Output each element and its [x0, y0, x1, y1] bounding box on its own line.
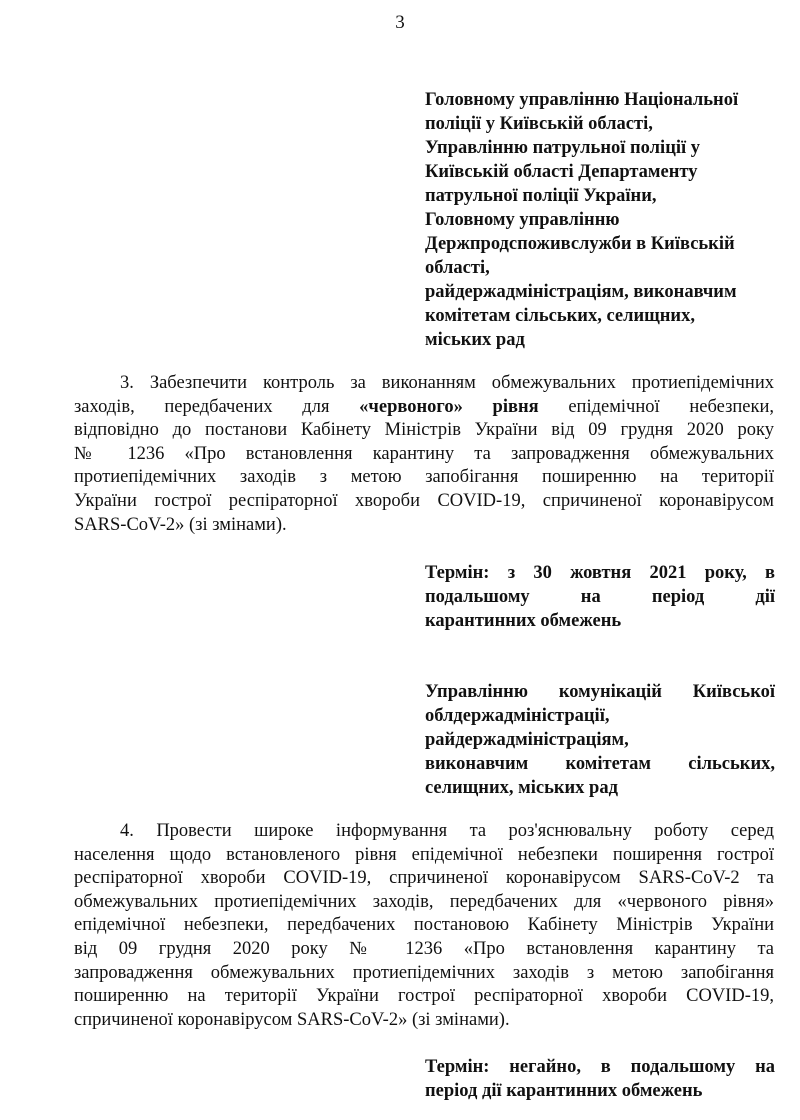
paragraph-line: України гострої респіраторної хвороби COVID-19, спричиненої коронавірусом: [74, 490, 774, 511]
term-line: період дії карантинних обмежень: [425, 1081, 703, 1101]
paragraph-line: 4. Провести широке інформування та роз'яснювальну роботу серед: [120, 821, 774, 841]
item-3-paragraph: [74, 372, 774, 537]
addressee-line: облдержадміністрації,: [425, 706, 610, 726]
paragraph-text: заходів, передбачених для: [74, 396, 360, 417]
paragraph-text: епідемічної небезпеки,: [538, 396, 775, 417]
addressee-line: райдержадміністраціям, виконавчим: [425, 282, 737, 302]
paragraph-line: відповідно до постанови Кабінету Міністрів України від 09 грудня 2020 року: [74, 420, 774, 441]
term-line: карантинних обмежень: [425, 611, 622, 631]
addressee-line: поліції у Київській області,: [425, 114, 653, 134]
addressees-block-1: [425, 88, 775, 352]
paragraph-line: [74, 396, 774, 420]
term-block-2: [425, 1055, 775, 1103]
addressee-line: міських рад: [425, 330, 525, 350]
addressee-line: райдержадміністраціям,: [425, 730, 629, 750]
term-line: Термін: негайно, в подальшому на: [425, 1057, 775, 1077]
addressee-line: Управлінню комунікацій Київської: [425, 682, 775, 702]
paragraph-line: від 09 грудня 2020 року № 1236 «Про встановлення карантину та: [74, 938, 774, 959]
paragraph-line: SARS-CoV-2» (зі змінами).: [74, 514, 287, 535]
paragraph-line: № 1236 «Про встановлення карантину та запровадження обмежувальних: [74, 443, 774, 464]
term-line: подальшому на період дії: [425, 587, 775, 607]
addressee-line: області,: [425, 258, 490, 278]
addressee-line: Головному управлінню: [425, 210, 620, 230]
addressee-line: виконавчим комітетам сільських,: [425, 754, 775, 774]
page-number: 3: [395, 12, 405, 33]
paragraph-line: поширенню на території України гострої респіраторної хвороби COVID-19,: [74, 986, 774, 1007]
term-line: Термін: з 30 жовтня 2021 року, в: [425, 563, 775, 583]
addressee-line: Головному управлінню Національної: [425, 90, 739, 110]
paragraph-line: населення щодо встановленого рівня епідемічної небезпеки поширення гострої: [74, 844, 774, 865]
addressee-line: патрульної поліції України,: [425, 186, 657, 206]
addressee-line: Держпродспоживслужби в Київській: [425, 234, 735, 254]
paragraph-line: запровадження обмежувальних протиепідемічних заходів з метою запобігання: [74, 962, 774, 983]
addressees-block-2: [425, 680, 775, 800]
paragraph-line: обмежувальних протиепідемічних заходів, передбачених для «червоного рівня»: [74, 891, 774, 912]
term-block-1: [425, 561, 775, 633]
paragraph-line: 3. Забезпечити контроль за виконанням обмежувальних протиепідемічних: [120, 373, 774, 393]
paragraph-line: епідемічної небезпеки, передбачених постановою Кабінету Міністрів України: [74, 915, 774, 936]
paragraph-line: респіраторної хвороби COVID-19, спричиненої коронавірусом SARS-CoV-2 та: [74, 868, 774, 889]
addressee-line: Управлінню патрульної поліції у: [425, 138, 701, 158]
item-4-paragraph: [74, 820, 774, 1032]
addressee-line: комітетам сільських, селищних,: [425, 306, 695, 326]
addressee-line: селищних, міських рад: [425, 778, 618, 798]
paragraph-line: протиепідемічних заходів з метою запобігання поширенню на території: [74, 467, 774, 488]
red-level-emphasis: «червоного» рівня: [359, 396, 539, 417]
addressee-line: Київській області Департаменту: [425, 162, 698, 182]
paragraph-line: спричиненої коронавірусом SARS-CoV-2» (зі змінами).: [74, 1009, 510, 1030]
